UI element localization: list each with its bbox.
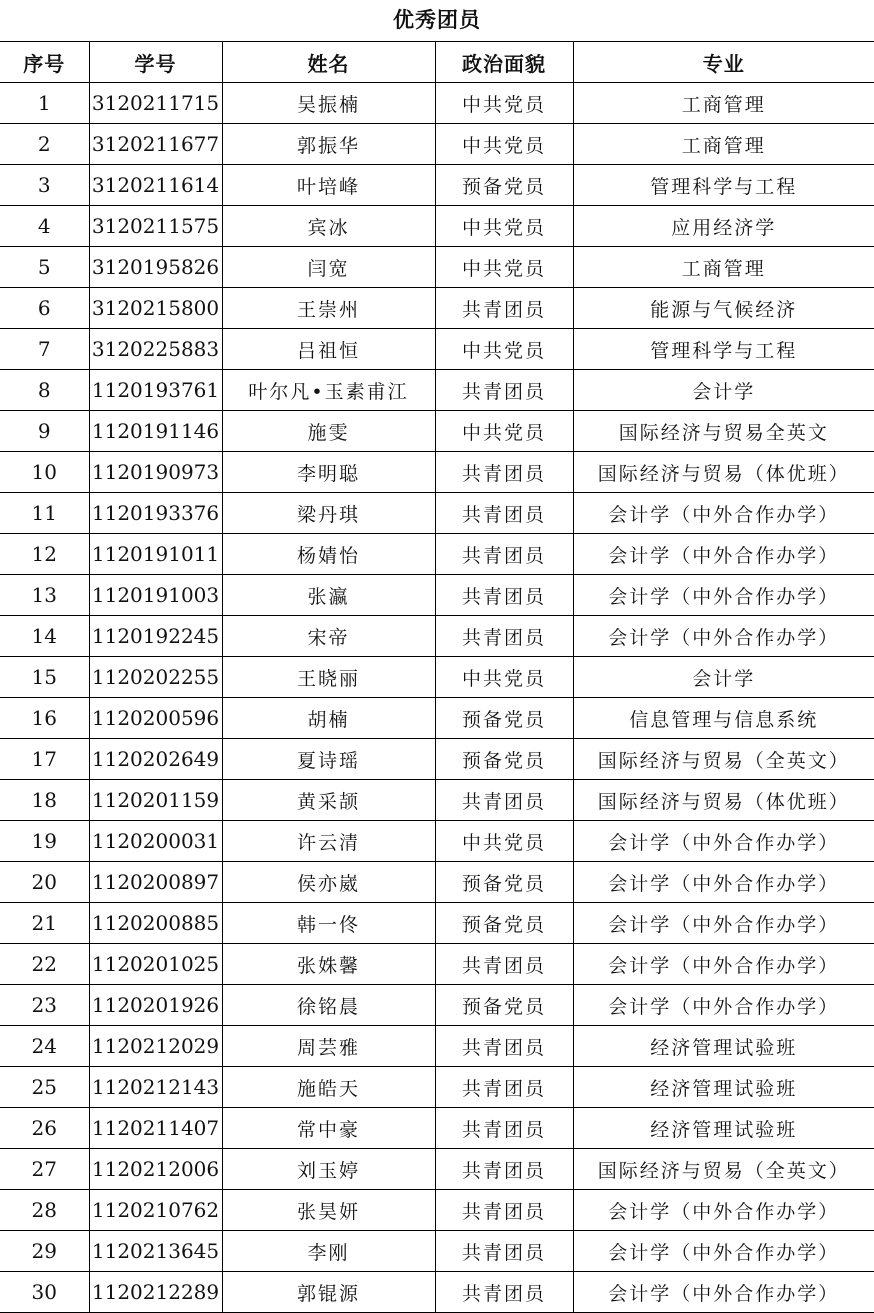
cell-student-id: 1120212029 bbox=[89, 1026, 222, 1067]
cell-major: 会计学（中外合作办学） bbox=[573, 1272, 874, 1313]
cell-name: 胡楠 bbox=[222, 698, 435, 739]
cell-student-id: 1120211407 bbox=[89, 1108, 222, 1149]
cell-name: 张姝馨 bbox=[222, 944, 435, 985]
cell-political-status: 预备党员 bbox=[435, 903, 573, 944]
cell-major: 会计学（中外合作办学） bbox=[573, 1231, 874, 1272]
cell-political-status: 中共党员 bbox=[435, 411, 573, 452]
cell-name: 郭振华 bbox=[222, 124, 435, 165]
cell-political-status: 中共党员 bbox=[435, 124, 573, 165]
cell-index: 1 bbox=[0, 83, 89, 124]
cell-political-status: 共青团员 bbox=[435, 1231, 573, 1272]
cell-major: 会计学（中外合作办学） bbox=[573, 534, 874, 575]
cell-political-status: 预备党员 bbox=[435, 985, 573, 1026]
column-header-name: 姓名 bbox=[222, 42, 435, 83]
cell-index: 23 bbox=[0, 985, 89, 1026]
table-row bbox=[0, 657, 874, 698]
cell-name: 许云清 bbox=[222, 821, 435, 862]
cell-index: 5 bbox=[0, 247, 89, 288]
cell-political-status: 共青团员 bbox=[435, 1108, 573, 1149]
cell-student-id: 1120200031 bbox=[89, 821, 222, 862]
cell-index: 18 bbox=[0, 780, 89, 821]
cell-index: 21 bbox=[0, 903, 89, 944]
table-row bbox=[0, 452, 874, 493]
table-row bbox=[0, 575, 874, 616]
cell-index: 24 bbox=[0, 1026, 89, 1067]
cell-student-id: 1120201025 bbox=[89, 944, 222, 985]
table-row bbox=[0, 329, 874, 370]
cell-name: 李明聪 bbox=[222, 452, 435, 493]
cell-major: 会计学（中外合作办学） bbox=[573, 1190, 874, 1231]
cell-political-status: 预备党员 bbox=[435, 862, 573, 903]
table-body bbox=[0, 83, 874, 1313]
cell-name: 侯亦崴 bbox=[222, 862, 435, 903]
table-row bbox=[0, 739, 874, 780]
cell-student-id: 1120190973 bbox=[89, 452, 222, 493]
cell-student-id: 1120202649 bbox=[89, 739, 222, 780]
cell-name: 叶尔凡•玉素甫江 bbox=[222, 370, 435, 411]
cell-index: 14 bbox=[0, 616, 89, 657]
cell-major: 工商管理 bbox=[573, 124, 874, 165]
cell-major: 会计学（中外合作办学） bbox=[573, 903, 874, 944]
table-row bbox=[0, 1272, 874, 1313]
cell-student-id: 3120215800 bbox=[89, 288, 222, 329]
cell-index: 29 bbox=[0, 1231, 89, 1272]
cell-political-status: 共青团员 bbox=[435, 1272, 573, 1313]
cell-name: 王晓丽 bbox=[222, 657, 435, 698]
cell-student-id: 1120212143 bbox=[89, 1067, 222, 1108]
cell-student-id: 1120200897 bbox=[89, 862, 222, 903]
cell-index: 19 bbox=[0, 821, 89, 862]
cell-name: 吴振楠 bbox=[222, 83, 435, 124]
cell-political-status: 共青团员 bbox=[435, 616, 573, 657]
table-row bbox=[0, 165, 874, 206]
column-header-index: 序号 bbox=[0, 42, 89, 83]
column-header-major: 专业 bbox=[573, 42, 874, 83]
table-row bbox=[0, 1190, 874, 1231]
cell-major: 管理科学与工程 bbox=[573, 329, 874, 370]
cell-index: 8 bbox=[0, 370, 89, 411]
cell-index: 22 bbox=[0, 944, 89, 985]
cell-index: 10 bbox=[0, 452, 89, 493]
cell-student-id: 1120200596 bbox=[89, 698, 222, 739]
table-row bbox=[0, 1231, 874, 1272]
cell-student-id: 3120211614 bbox=[89, 165, 222, 206]
cell-major: 会计学（中外合作办学） bbox=[573, 821, 874, 862]
table-row bbox=[0, 411, 874, 452]
cell-student-id: 1120191146 bbox=[89, 411, 222, 452]
cell-student-id: 1120201926 bbox=[89, 985, 222, 1026]
cell-political-status: 中共党员 bbox=[435, 329, 573, 370]
cell-index: 30 bbox=[0, 1272, 89, 1313]
cell-student-id: 1120193761 bbox=[89, 370, 222, 411]
cell-political-status: 预备党员 bbox=[435, 698, 573, 739]
cell-index: 11 bbox=[0, 493, 89, 534]
cell-major: 经济管理试验班 bbox=[573, 1067, 874, 1108]
cell-name: 梁丹琪 bbox=[222, 493, 435, 534]
cell-political-status: 中共党员 bbox=[435, 657, 573, 698]
cell-political-status: 共青团员 bbox=[435, 288, 573, 329]
cell-name: 刘玉婷 bbox=[222, 1149, 435, 1190]
cell-student-id: 3120195826 bbox=[89, 247, 222, 288]
cell-political-status: 共青团员 bbox=[435, 1026, 573, 1067]
cell-index: 2 bbox=[0, 124, 89, 165]
cell-political-status: 共青团员 bbox=[435, 534, 573, 575]
cell-student-id: 1120213645 bbox=[89, 1231, 222, 1272]
cell-name: 施皓天 bbox=[222, 1067, 435, 1108]
cell-major: 能源与气候经济 bbox=[573, 288, 874, 329]
cell-student-id: 3120211575 bbox=[89, 206, 222, 247]
cell-major: 国际经济与贸易全英文 bbox=[573, 411, 874, 452]
cell-political-status: 中共党员 bbox=[435, 206, 573, 247]
table-row bbox=[0, 206, 874, 247]
table-row bbox=[0, 370, 874, 411]
cell-major: 会计学（中外合作办学） bbox=[573, 575, 874, 616]
cell-major: 会计学（中外合作办学） bbox=[573, 616, 874, 657]
table-row bbox=[0, 1026, 874, 1067]
cell-name: 吕祖恒 bbox=[222, 329, 435, 370]
table-row bbox=[0, 903, 874, 944]
header-row bbox=[0, 42, 874, 83]
cell-political-status: 共青团员 bbox=[435, 780, 573, 821]
cell-student-id: 1120210762 bbox=[89, 1190, 222, 1231]
cell-political-status: 共青团员 bbox=[435, 1190, 573, 1231]
cell-political-status: 共青团员 bbox=[435, 944, 573, 985]
cell-index: 25 bbox=[0, 1067, 89, 1108]
table-row bbox=[0, 1067, 874, 1108]
cell-name: 张瀛 bbox=[222, 575, 435, 616]
members-table bbox=[0, 41, 874, 1313]
cell-major: 工商管理 bbox=[573, 247, 874, 288]
cell-name: 黄采颉 bbox=[222, 780, 435, 821]
table-row bbox=[0, 780, 874, 821]
cell-name: 常中豪 bbox=[222, 1108, 435, 1149]
table-row bbox=[0, 944, 874, 985]
cell-student-id: 1120191011 bbox=[89, 534, 222, 575]
cell-student-id: 1120192245 bbox=[89, 616, 222, 657]
cell-name: 郭锟源 bbox=[222, 1272, 435, 1313]
table-row bbox=[0, 534, 874, 575]
cell-student-id: 1120202255 bbox=[89, 657, 222, 698]
cell-political-status: 共青团员 bbox=[435, 1149, 573, 1190]
table-row bbox=[0, 1149, 874, 1190]
cell-major: 国际经济与贸易（体优班） bbox=[573, 780, 874, 821]
table-row bbox=[0, 1108, 874, 1149]
cell-major: 会计学 bbox=[573, 657, 874, 698]
cell-student-id: 1120212006 bbox=[89, 1149, 222, 1190]
cell-index: 9 bbox=[0, 411, 89, 452]
cell-name: 宋帝 bbox=[222, 616, 435, 657]
cell-major: 会计学（中外合作办学） bbox=[573, 985, 874, 1026]
cell-index: 6 bbox=[0, 288, 89, 329]
cell-name: 杨婧怡 bbox=[222, 534, 435, 575]
table-row bbox=[0, 862, 874, 903]
table-row bbox=[0, 985, 874, 1026]
cell-major: 国际经济与贸易（全英文） bbox=[573, 739, 874, 780]
cell-index: 28 bbox=[0, 1190, 89, 1231]
cell-political-status: 共青团员 bbox=[435, 1067, 573, 1108]
cell-name: 叶培峰 bbox=[222, 165, 435, 206]
cell-political-status: 预备党员 bbox=[435, 739, 573, 780]
cell-major: 经济管理试验班 bbox=[573, 1108, 874, 1149]
cell-name: 周芸雅 bbox=[222, 1026, 435, 1067]
cell-index: 26 bbox=[0, 1108, 89, 1149]
table-row bbox=[0, 616, 874, 657]
table-row bbox=[0, 698, 874, 739]
cell-political-status: 共青团员 bbox=[435, 370, 573, 411]
cell-major: 国际经济与贸易（全英文） bbox=[573, 1149, 874, 1190]
table-row bbox=[0, 493, 874, 534]
cell-major: 工商管理 bbox=[573, 83, 874, 124]
column-header-political-status: 政治面貌 bbox=[435, 42, 573, 83]
cell-index: 16 bbox=[0, 698, 89, 739]
cell-political-status: 中共党员 bbox=[435, 83, 573, 124]
column-header-student-id: 学号 bbox=[89, 42, 222, 83]
cell-political-status: 中共党员 bbox=[435, 247, 573, 288]
cell-name: 宾冰 bbox=[222, 206, 435, 247]
cell-major: 会计学（中外合作办学） bbox=[573, 493, 874, 534]
cell-name: 王崇州 bbox=[222, 288, 435, 329]
cell-major: 应用经济学 bbox=[573, 206, 874, 247]
cell-index: 4 bbox=[0, 206, 89, 247]
table-row bbox=[0, 83, 874, 124]
cell-name: 徐铭晨 bbox=[222, 985, 435, 1026]
cell-major: 国际经济与贸易（体优班） bbox=[573, 452, 874, 493]
cell-index: 7 bbox=[0, 329, 89, 370]
cell-political-status: 中共党员 bbox=[435, 821, 573, 862]
cell-index: 27 bbox=[0, 1149, 89, 1190]
cell-political-status: 预备党员 bbox=[435, 165, 573, 206]
cell-name: 施雯 bbox=[222, 411, 435, 452]
cell-major: 会计学 bbox=[573, 370, 874, 411]
cell-name: 韩一佟 bbox=[222, 903, 435, 944]
cell-index: 15 bbox=[0, 657, 89, 698]
cell-name: 闫宽 bbox=[222, 247, 435, 288]
cell-index: 17 bbox=[0, 739, 89, 780]
cell-major: 会计学（中外合作办学） bbox=[573, 944, 874, 985]
cell-index: 20 bbox=[0, 862, 89, 903]
table-row bbox=[0, 821, 874, 862]
cell-student-id: 1120191003 bbox=[89, 575, 222, 616]
cell-student-id: 3120211677 bbox=[89, 124, 222, 165]
cell-student-id: 1120200885 bbox=[89, 903, 222, 944]
cell-major: 经济管理试验班 bbox=[573, 1026, 874, 1067]
cell-name: 夏诗瑶 bbox=[222, 739, 435, 780]
cell-name: 张昊妍 bbox=[222, 1190, 435, 1231]
cell-political-status: 共青团员 bbox=[435, 575, 573, 616]
table-row bbox=[0, 124, 874, 165]
cell-student-id: 1120201159 bbox=[89, 780, 222, 821]
table-row bbox=[0, 247, 874, 288]
cell-student-id: 1120212289 bbox=[89, 1272, 222, 1313]
cell-student-id: 1120193376 bbox=[89, 493, 222, 534]
cell-major: 管理科学与工程 bbox=[573, 165, 874, 206]
cell-index: 12 bbox=[0, 534, 89, 575]
cell-major: 信息管理与信息系统 bbox=[573, 698, 874, 739]
cell-index: 3 bbox=[0, 165, 89, 206]
cell-political-status: 共青团员 bbox=[435, 452, 573, 493]
cell-political-status: 共青团员 bbox=[435, 493, 573, 534]
table-row bbox=[0, 288, 874, 329]
cell-student-id: 3120225883 bbox=[89, 329, 222, 370]
page-title: 优秀团员 bbox=[393, 8, 481, 32]
cell-major: 会计学（中外合作办学） bbox=[573, 862, 874, 903]
cell-student-id: 3120211715 bbox=[89, 83, 222, 124]
cell-name: 李刚 bbox=[222, 1231, 435, 1272]
cell-index: 13 bbox=[0, 575, 89, 616]
